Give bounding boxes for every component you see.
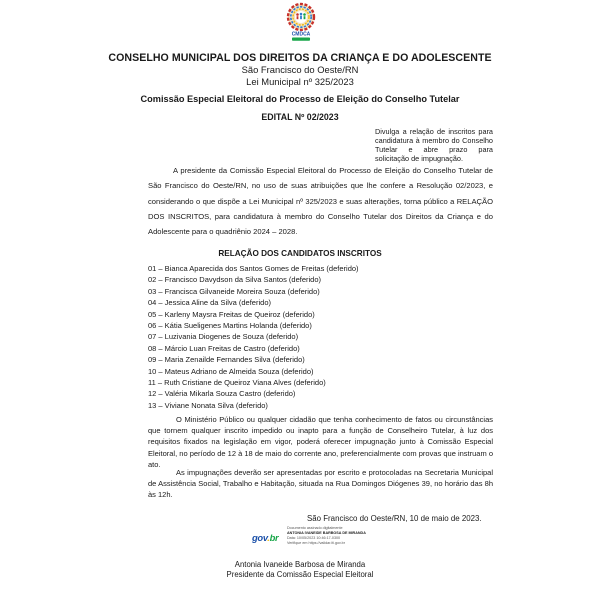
signer-role: Presidente da Comissão Especial Eleitoral [226,570,374,579]
intro-paragraph: A presidente da Comissão Especial Eleitoral do Processo de Eleição do Conselho Tutelar de São Francisco do Oeste/RN, no uso de suas atribuições que lhe confere a Resolução 02/2023, e considerando o que dispõe a Lei Municipal nº 325/2023 e suas alterações, torna público a RELAÇÃO DOS INSCRITOS, para candidatura à membro do Conselho Tutelar dos Direitos da Criança e do Adolescente para o quadriênio 2024 – 2028. [148,166,493,237]
signature-verify-link[interactable]: Verifique em https://validar.iti.gov.br [287,541,345,545]
edital-number: EDITAL Nº 02/2023 [261,112,339,122]
signature-signer-name: ANTONIA IVANEIDE BARBOSA DE MIRANDA [287,531,366,535]
list-item: 02 – Francisco Davydson da Silva Santos (deferido) [148,275,322,285]
place-date: São Francisco do Oeste/RN, 10 de maio de 2023. [307,514,482,523]
logo-label: CMDCA [291,31,311,38]
list-item: 01 – Bianca Aparecida dos Santos Gomes de Freitas (deferido) [148,264,359,273]
candidates-list-title: RELAÇÃO DOS CANDIDATOS INSCRITOS [218,249,382,258]
org-title: CONSELHO MUNICIPAL DOS DIREITOS DA CRIANÇA E DO ADOLESCENTE [108,52,492,64]
law-line: Lei Municipal nº 325/2023 [246,76,354,87]
list-item: 04 – Jessica Aline da Silva (deferido) [148,298,271,308]
list-item: 05 – Karleny Maysra Freitas de Queiroz (deferido) [148,309,315,319]
edital-summary: Divulga a relação de inscritos para candidatura à membro do Conselho Tutelar e abre prazo para solicitação de impugnação. [375,127,493,163]
commission-title: Comissão Especial Eleitoral do Processo de Eleição do Conselho Tutelar [140,94,460,104]
delivery-paragraph: As impugnações deverão ser apresentadas por escrito e protocoladas na Secretaria Municipal de Assistência Social, Trabalho e Habitação, situada na Rua Domingos Diógenes 39, no horário das 8h às 12h. [148,468,493,500]
list-item: 11 – Ruth Cristiane de Queiroz Viana Alves (deferido) [148,378,326,388]
signer-name: Antonia Ivaneide Barbosa de Miranda [234,560,366,569]
cmdca-logo [283,2,319,42]
impugnation-paragraph: O Ministério Público ou qualquer cidadão que tenha conhecimento de fatos ou circunstâncias que tornem qualquer inscrito impedido ou inapto para a função de Conselheiro Tutelar, à luz dos requisitos fixados na legislação em vigor, poderá oferecer impugnação junto à Comissão Especial Eleitoral, no período de 12 à 18 de maio do corrente ano, preferencialmente com provas que instruam o ato. [148,415,493,469]
logo-ribbon [292,38,310,41]
list-item: 06 – Kátia Sueligenes Martins Holanda (deferido) [148,321,312,331]
list-item: 12 – Valéria Mikarla Souza Castro (deferido) [148,389,296,399]
list-item: 13 – Viviane Nonata Silva (deferido) [148,400,268,410]
signature-line-1: Documento assinado digitalmente [287,526,343,530]
list-item: 09 – Maria Zenailde Fernandes Silva (deferido) [148,355,305,365]
govbr-logo: gov.br [252,532,279,543]
digital-signature-stamp [287,526,366,546]
city-line: São Francisco do Oeste/RN [241,64,359,75]
candidates-list [148,263,359,411]
list-item: 03 – Francisca Gilvaneide Moreira Souza (deferido) [148,286,320,296]
list-item: 10 – Mateus Adriano de Almeida Souza (deferido) [148,366,314,376]
list-item: 08 – Márcio Luan Freitas de Castro (deferido) [148,343,300,353]
list-item: 07 – Luzivania Diogenes de Souza (deferido) [148,332,299,342]
signature-date: Data: 10/05/2023 10:46:17-0300 [287,536,341,540]
